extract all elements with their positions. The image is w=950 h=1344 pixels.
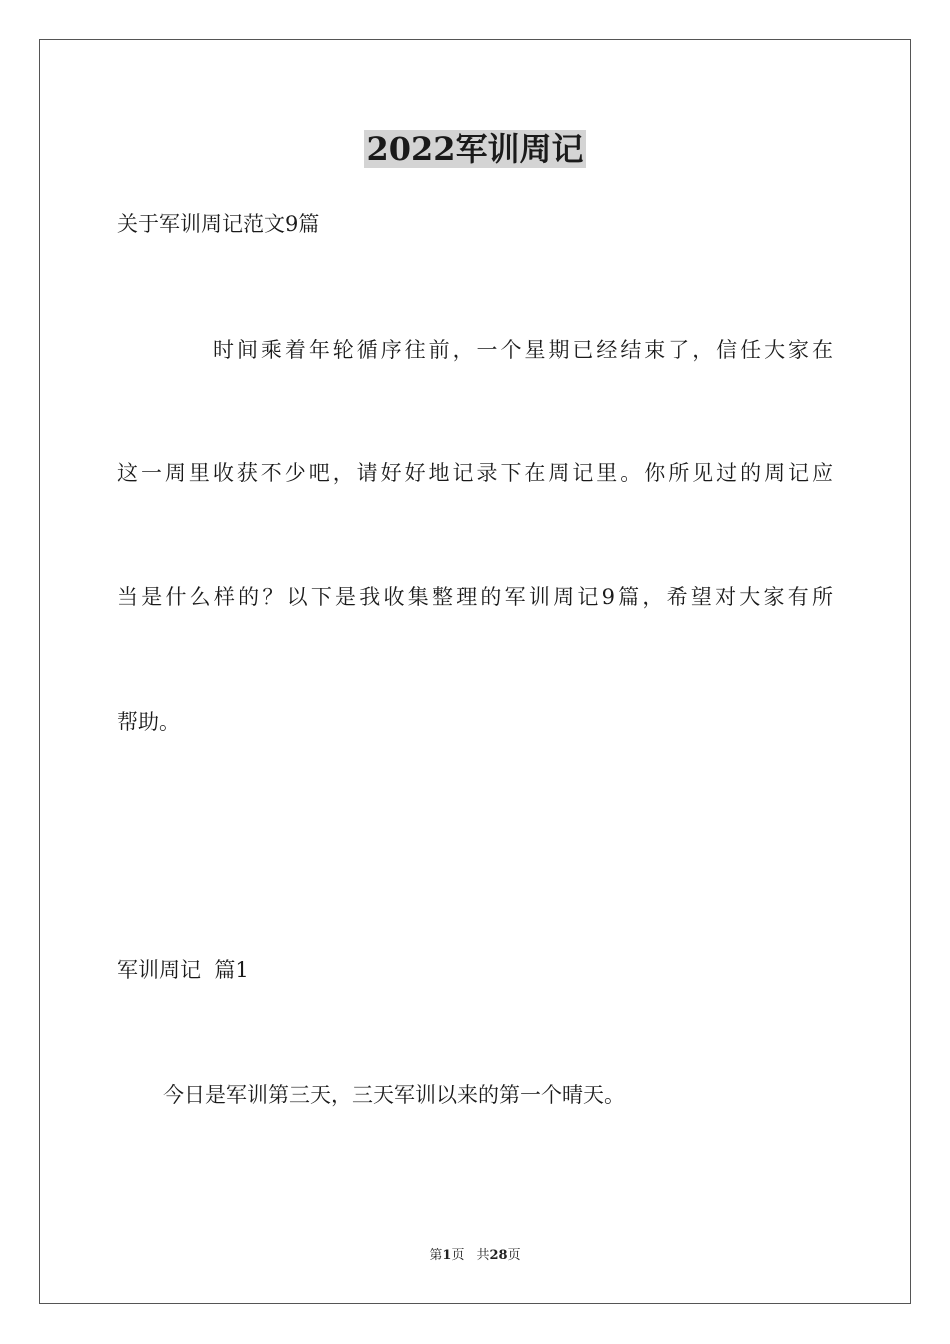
footer-total-suffix: 页	[507, 1248, 521, 1263]
page-footer	[0, 1247, 950, 1265]
document-title-text: 2022军训周记	[366, 130, 584, 168]
footer-page-number: 1	[442, 1248, 452, 1263]
footer-total-prefix: 共	[476, 1248, 490, 1263]
section-heading: 军训周记 篇1	[117, 958, 249, 982]
document-subtitle: 关于军训周记范文9篇	[117, 212, 320, 236]
footer-page-suffix: 页	[451, 1248, 465, 1263]
section-first-line: 今日是军训第三天，三天军训以来的第一个晴天。	[163, 1083, 625, 1107]
footer-total-pages: 28	[489, 1248, 508, 1263]
intro-line-3: 当是什么样的？以下是我收集整理的军训周记9篇，希望对大家有所	[117, 585, 833, 609]
document-title	[0, 127, 950, 171]
intro-line-2: 这一周里收获不少吧，请好好地记录下在周记里。你所见过的周记应	[117, 461, 833, 485]
intro-line-1: 时间乘着年轮循序往前，一个星期已经结束了，信任大家在	[213, 338, 833, 362]
intro-line-4: 帮助。	[117, 710, 180, 734]
footer-page-prefix: 第	[429, 1248, 443, 1263]
